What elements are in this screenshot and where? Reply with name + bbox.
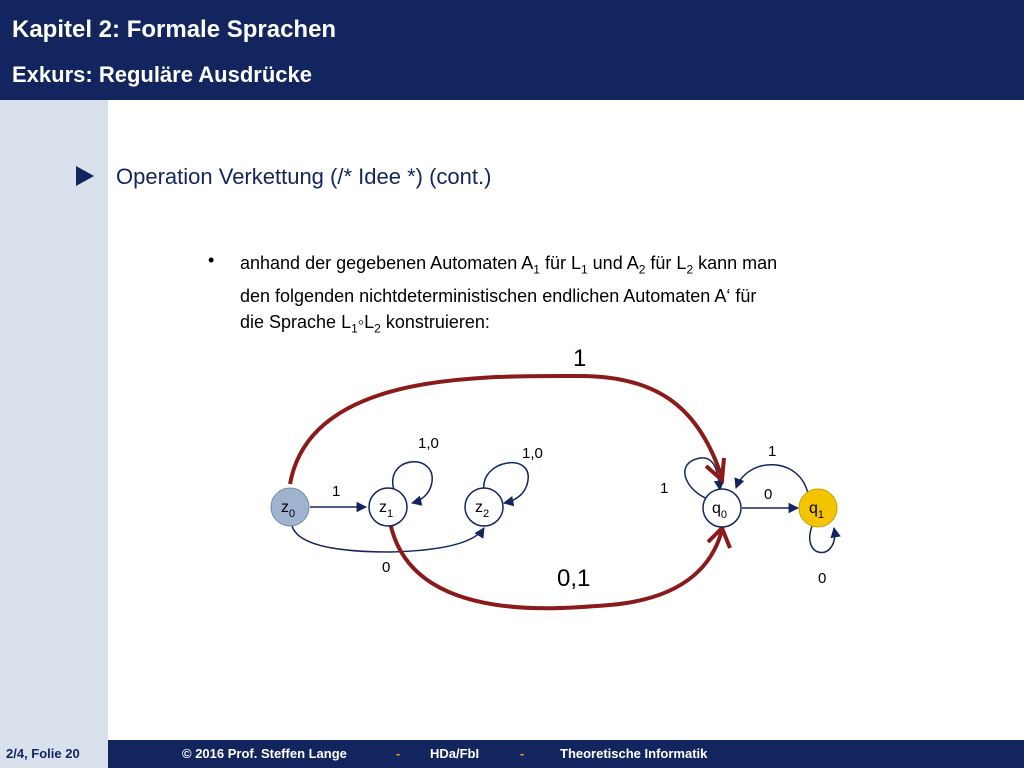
edge-new-top xyxy=(290,376,722,484)
footer-institution: HDa/FbI xyxy=(430,746,480,761)
svg-text:z0: $z_0$ xyxy=(281,499,296,520)
label-q0-q1: 0 xyxy=(764,486,773,503)
section-title: Exkurs: Reguläre Ausdrücke xyxy=(12,62,312,87)
footer-bar xyxy=(108,740,1024,768)
svg-text:q0: $q_0$ xyxy=(712,500,728,521)
footer-copyright: © 2016 Prof. Steffen Lange xyxy=(182,746,347,761)
label-q0-loop: 1 xyxy=(660,480,669,497)
bullet-line-2: den folgenden nichtdeterministischen endlichen Automaten A‘ für xyxy=(240,285,757,306)
slide-footer xyxy=(0,740,1024,768)
edge-new-bottom xyxy=(390,522,722,608)
label-z2-loop: 1,0 xyxy=(522,445,543,462)
label-z0-z2: 0 xyxy=(382,559,391,576)
label-q1-loop: 0 xyxy=(818,570,827,587)
label-z0-z1: 1 xyxy=(332,483,341,500)
state-z1 xyxy=(369,488,407,526)
heading-text: Operation Verkettung (/* Idee *) (cont.) xyxy=(116,164,492,189)
label-big-bottom: 0,1 xyxy=(557,565,591,592)
footer-separator: - xyxy=(396,746,401,761)
svg-text:z1: $z_1$ xyxy=(379,499,394,520)
edge-z0-z2 xyxy=(292,526,484,552)
state-z2 xyxy=(465,488,503,526)
slide-number: 2/4, Folie 20 xyxy=(0,740,108,768)
label-big-top: 1 xyxy=(573,345,587,372)
svg-text:q1: $q_1$ xyxy=(809,500,825,521)
bullet-line-1: anhand der gegebenen Automaten $A_1$ für $L_1$ und $A_2$ für $L_2$ kann man xyxy=(240,253,778,277)
footer-separator: - xyxy=(520,746,525,761)
bullet-point-icon: • xyxy=(208,250,215,270)
svg-text:z2: $z_2$ xyxy=(475,499,490,520)
footer-course: Theoretische Informatik xyxy=(560,746,708,761)
label-q1-q0: 1 xyxy=(768,443,777,460)
state-q1 xyxy=(799,489,837,527)
state-q0 xyxy=(703,489,741,527)
edge-q1-loop xyxy=(810,526,835,553)
label-z1-loop: 1,0 xyxy=(418,435,439,452)
bullet-line-3: die Sprache $L_1◦L_2$ konstruieren: xyxy=(240,311,490,336)
chapter-title: Kapitel 2: Formale Sprachen xyxy=(12,16,337,43)
state-z0 xyxy=(271,488,309,526)
